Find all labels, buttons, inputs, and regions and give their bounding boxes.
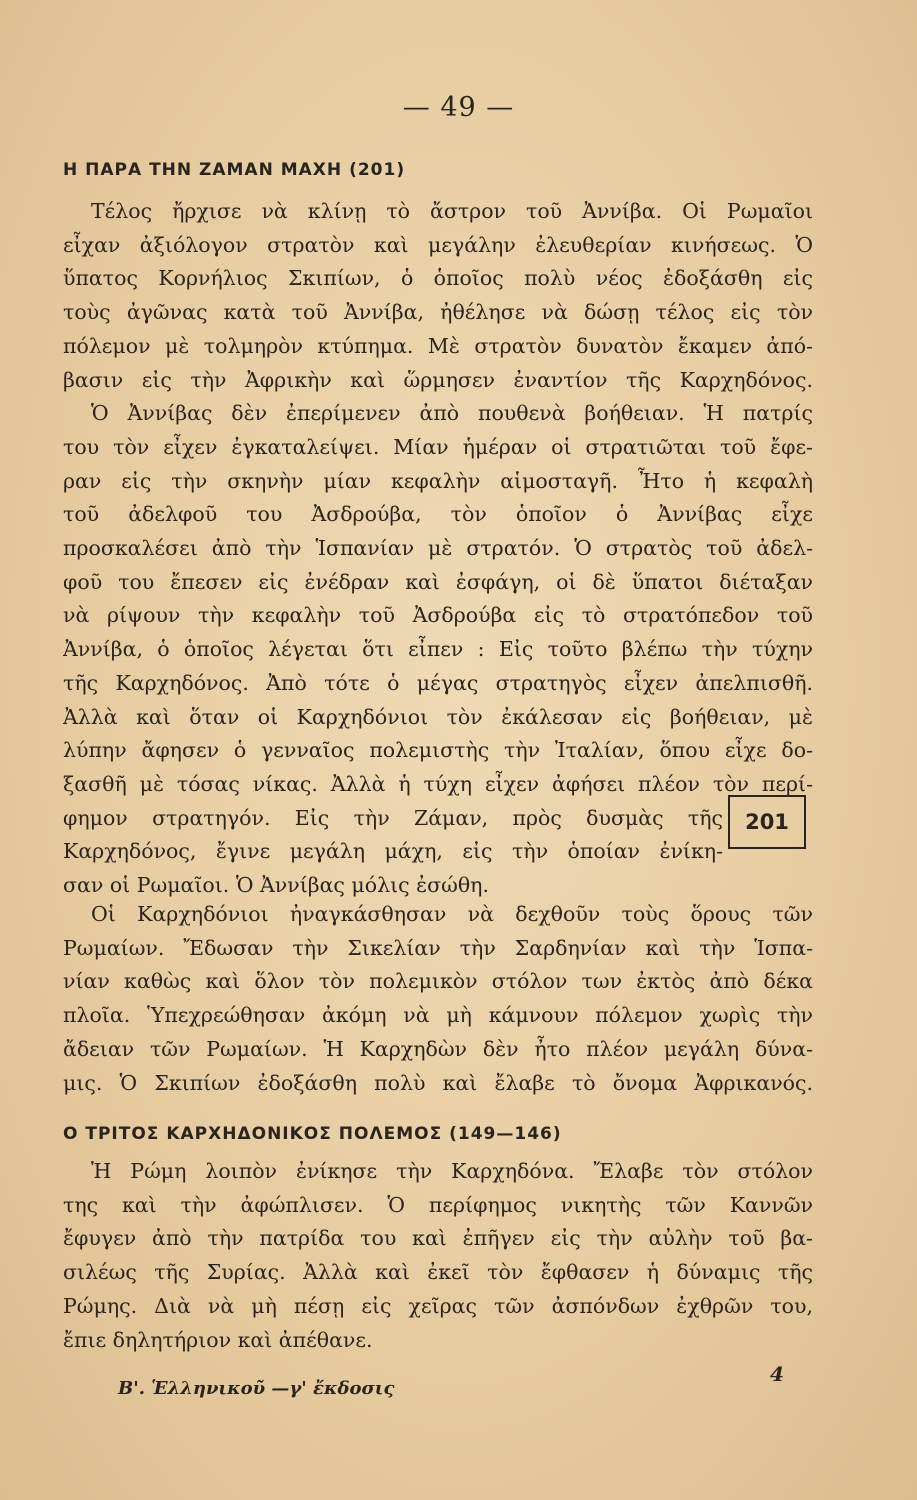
text-line: ἔφυγεν ἀπὸ τὴν πατρίδα του καὶ ἐπῆγεν εἰς τὴν αὐλὴν τοῦ βα-	[63, 1226, 813, 1251]
text-line: νίαν καθὼς καὶ ὅλον τὸν πολεμικὸν στόλον των ἐκτὸς ἀπὸ δέκα	[63, 969, 813, 994]
section-heading-third-punic-war: Ο ΤΡΙΤΟΣ ΚΑΡΧΗΔΟΝΙΚΟΣ ΠΟΛΕΜΟΣ (149—146)	[63, 1124, 562, 1144]
text-line: Ἀλλὰ καὶ ὅταν οἱ Καρχηδόνιοι τὸν ἐκάλεσαν εἰς βοήθειαν, μὲ	[63, 704, 813, 729]
text-line: ἄδειαν τῶν Ρωμαίων. Ἡ Καρχηδὼν δὲν ἦτο πλέον μεγάλη δύνα-	[63, 1036, 813, 1061]
text-line: Τέλος ἤρχισε νὰ κλίνῃ τὸ ἄστρον τοῦ Ἀννίβα. Οἱ Ρωμαῖοι	[91, 199, 813, 223]
section-heading-zama: Η ΠΑΡΑ ΤΗΝ ΖΑΜΑΝ ΜΑΧΗ (201)	[63, 160, 406, 180]
text-line: ξασθῆ μὲ τόσας νίκας. Ἀλλὰ ἡ τύχη εἶχεν ἀφήσει πλέον τὸν περί-	[63, 771, 813, 796]
text-line: ραν εἰς τὴν σκηνὴν μίαν κεφαλὴν αἱμοσταγῆ. Ἦτο ἡ κεφαλὴ	[63, 468, 813, 493]
text-line: σιλέως τῆς Συρίας. Ἀλλὰ καὶ ἐκεῖ τὸν ἔφθασεν ἡ δύναμις τῆς	[63, 1260, 813, 1285]
page-number: — 49 —	[402, 92, 515, 123]
footer-edition: Β'. Ἑλληνικοῦ —γ' ἔκδοσις	[118, 1378, 395, 1399]
text-line: του τὸν εἶχεν ἐγκαταλείψει. Μίαν ἡμέραν οἱ στρατιῶται τοῦ ἔφε-	[63, 434, 813, 459]
text-line: ἔπιε δηλητήριον καὶ ἀπέθανε.	[63, 1327, 373, 1352]
text-line: Καρχηδόνος, ἔγινε μεγάλη μάχη, εἰς τὴν ὁποίαν ἐνίκη-	[63, 839, 723, 864]
section-body-third-punic-war	[63, 1155, 813, 1357]
text-line: τοὺς ἀγῶνας κατὰ τοῦ Ἀννίβα, ἠθέλησε νὰ δώσῃ τέλος εἰς τὸν	[63, 300, 813, 325]
text-line: Ἡ Ρώμη λοιπὸν ἐνίκησε τὴν Καρχηδόνα. Ἔλαβε τὸν στόλον	[91, 1159, 813, 1183]
text-line: λύπην ἄφησεν ὁ γενναῖος πολεμιστὴς τὴν Ἰταλίαν, ὅπου εἶχε δο-	[63, 738, 813, 763]
text-line: φοῦ του ἔπεσεν εἰς ἐνέδραν καὶ ἐσφάγη, οἱ δὲ ὕπατοι διέταξαν	[63, 569, 813, 594]
text-line: φημον στρατηγόν. Εἰς τὴν Ζάμαν, πρὸς δυσμὰς τῆς	[63, 805, 723, 830]
text-line: Ἀννίβα, ὁ ὁποῖος λέγεται ὅτι εἶπεν : Εἰς τοῦτο βλέπω τὴν τύχην	[63, 637, 813, 662]
section-body-zama	[63, 195, 813, 903]
footer-signature-mark: 4	[770, 1362, 784, 1386]
text-line: τοῦ ἀδελφοῦ του Ἀσδρούβα, τὸν ὁποῖον ὁ Ἀννίβας εἶχε	[63, 502, 813, 527]
text-line: Ρωμαίων. Ἔδωσαν τὴν Σικελίαν τὴν Σαρδηνίαν καὶ τὴν Ἱσπα-	[63, 935, 813, 960]
margin-note-date: 201	[728, 795, 806, 849]
text-line: νὰ ρίψουν τὴν κεφαλὴν τοῦ Ἀσδρούβα εἰς τὸ στρατόπεδον τοῦ	[63, 603, 813, 628]
text-line: ὕπατος Κορνήλιος Σκιπίων, ὁ ὁποῖος πολὺ νέος ἐδοξάσθη εἰς	[63, 266, 813, 291]
text-line: βασιν εἰς τὴν Ἀφρικὴν καὶ ὥρμησεν ἐναντίον τῆς Καρχηδόνος.	[63, 367, 813, 392]
text-line: εἶχαν ἀξιόλογον στρατὸν καὶ μεγάλην ἐλευθερίαν κινήσεως. Ὁ	[63, 232, 813, 257]
text-line: τῆς Καρχηδόνος. Ἀπὸ τότε ὁ μέγας στρατηγὸς εἶχεν ἀπελπισθῆ.	[63, 670, 813, 695]
text-line: Ὁ Ἀννίβας δὲν ἐπερίμενεν ἀπὸ πουθενὰ βοήθειαν. Ἡ πατρίς	[91, 401, 813, 426]
text-line: πλοῖα. Ὑπεχρεώθησαν ἀκόμη νὰ μὴ κάμνουν πόλεμον χωρὶς τὴν	[63, 1003, 813, 1028]
text-line: πόλεμον μὲ τολμηρὸν κτύπημα. Μὲ στρατὸν δυνατὸν ἔκαμεν ἀπό-	[63, 333, 813, 358]
text-line: Ρώμης. Διὰ νὰ μὴ πέσῃ εἰς χεῖρας τῶν ἀσπόνδων ἐχθρῶν του,	[63, 1293, 813, 1318]
section-body-aftermath	[63, 898, 813, 1100]
text-line: Οἱ Καρχηδόνιοι ἠναγκάσθησαν νὰ δεχθοῦν τοὺς ὅρους τῶν	[91, 902, 813, 926]
text-line: μις. Ὁ Σκιπίων ἐδοξάσθη πολὺ καὶ ἔλαβε τὸ ὄνομα Ἀφρικανός.	[63, 1070, 813, 1095]
text-line: σαν οἱ Ρωμαῖοι. Ὁ Ἀννίβας μόλις ἐσώθη.	[63, 873, 489, 898]
text-line: προσκαλέσει ἀπὸ τὴν Ἱσπανίαν μὲ στρατόν. Ὁ στρατὸς τοῦ ἀδελ-	[63, 536, 813, 561]
text-line: της καὶ τὴν ἀφώπλισεν. Ὁ περίφημος νικητὴς τῶν Καννῶν	[63, 1192, 813, 1217]
